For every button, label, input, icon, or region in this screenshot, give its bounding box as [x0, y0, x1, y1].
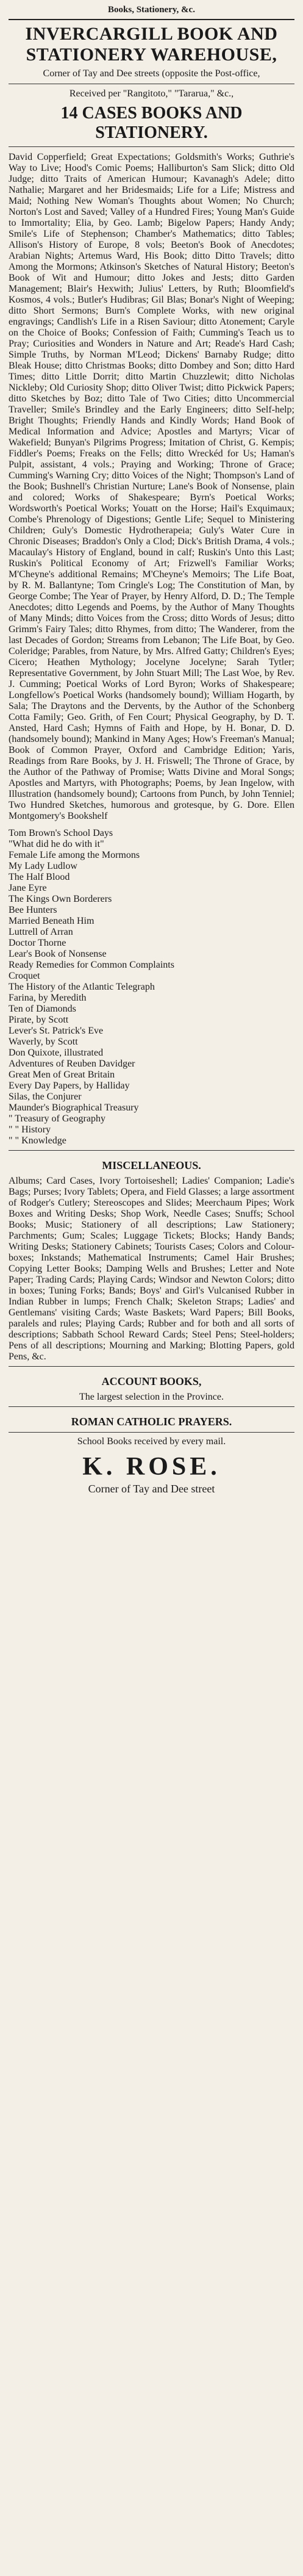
list-item: Bee Hunters — [9, 905, 57, 915]
proprietor-name: K. ROSE. — [82, 1453, 221, 1481]
divider — [9, 1406, 294, 1407]
list-item: Waverly, by Scott — [9, 1037, 78, 1047]
divider — [9, 1432, 294, 1433]
list-item: " Treasury of Geography — [9, 1114, 105, 1124]
divider — [9, 1366, 294, 1367]
list-item: Jane Eyre — [9, 883, 47, 893]
advertisement — [9, 0, 294, 1495]
list-item: The History of the Atlantic Telegraph — [9, 982, 155, 992]
list-item: Ten of Diamonds — [9, 1004, 76, 1014]
list-item: Farina, by Meredith — [9, 993, 87, 1003]
cases-banner: 14 CASES BOOKS AND STATIONERY. — [60, 104, 243, 142]
list-item: The Kings Own Borderers — [9, 894, 112, 904]
section-heading: Books, Stationery, &c. — [108, 5, 195, 15]
footer-address: Corner of Tay and Dee street — [88, 1483, 215, 1495]
list-item: Don Quixote, illustrated — [9, 1048, 104, 1058]
list-item: My Lady Ludlow — [9, 861, 77, 871]
list-item: Female Life among the Mormons — [9, 850, 140, 860]
divider — [9, 1150, 294, 1151]
account-books-title: ACCOUNT BOOKS, — [101, 1375, 202, 1387]
warehouse-title: INVERCARGILL BOOK AND STATIONERY WAREHOUSE, — [25, 24, 278, 65]
list-item: Croquet — [9, 971, 40, 981]
list-item: Luttrell of Arran — [9, 927, 73, 937]
divider — [9, 19, 294, 20]
misc-title: MISCELLANEOUS. — [102, 1159, 201, 1171]
list-item: Ready Remedies for Common Complaints — [9, 960, 174, 970]
book-list — [9, 828, 294, 1146]
list-item: Great Men of Great Britain — [9, 1070, 115, 1080]
list-item: Lear's Book of Nonsense — [9, 949, 107, 959]
list-item: Silas, the Conjurer — [9, 1092, 82, 1102]
account-books-sub: The largest selection in the Province. — [79, 1392, 224, 1402]
book-list-paragraph: David Copperfield; Great Expectations; Goldsmith's Works; Guthrie's Way to Live; Hood's Comic Poems; Halliburton's Sam Slick; ditto Old Judge; ditto Traits of American Humour; Kavanagh's Adele; ditto Nathalie; Margaret and her Bridesmaids; Life for a Life; Mistress and Maid; Nothing New Woman's Thoughts about Women; No Church; Norton's Lost and Saved; Valley of a Hundred Fires; Young Man's Guide to Immortality; Elia, by Geo. Lamb; Bigelow Papers; Handy Andy; Smile's Life of Stephenson; Chamber's Mathematics; ditto Tables; Allison's History of Europe, 8 vols; Beeton's Book of Anecdotes; Arabian Nights; Artemus Ward, His Book; ditto Ditto Travels; ditto Among the Mormons; Atkinson's Sketches of Natural History; Beeton's Book of Wit and Humour; ditto Jokes and Jests; ditto Garden Management; Blair's Hexwith; Julius' Letters, by Ruth; Bloomfield's Kosmos, 4 vols.; Butler's Hudibras; Gil Blas; Bonar's Night of Weeping; ditto Short Sermons; Burn's Complete Works, with new original engravings; Candlish's Life in a Risen Saviour; ditto Atonement; Caryle on the Choice of Books; Confession of Faith; Cumming's Teach us to Pray; Curiosities and Wonders in Nature and Art; Reade's Hard Cash; Simple Truths, by Norman M'Leod; Dickens' Barnaby Rudge; ditto Bleak House; ditto Christmas Books; ditto Dombey and Son; ditto Hard Times; ditto Little Dorrit; ditto Martin Chuzzlewit; ditto Nicholas Nickleby; Old Curiosity Shop; ditto Oliver Twist; ditto Pickwick Papers; ditto Sketches by Boz; ditto Tale of Two Cities; ditto Uncommercial Traveller; Smile's Brindley and the Early Engineers; ditto Self-help; Bright Thoughts; Friendly Hands and Kindly Words; Hand Book of Medical Information and Advice; Apostles and Martyrs; Vicar of Wakefield; Bunyan's Pilgrims Progress; Imitation of Christ, G. Kempis; Fiddler's Poems; Freaks on the Fells; ditto Wreckéd for Us; Haman's Pulpit, assistant, 4 vols.; Praying and Working; Throne of Grace; Cumming's Warning Cry; ditto Voices of the Night; Thompson's Land of the Book; Bushnell's Christian Nurture; Lane's Book of Nonsense, plain and colored; Works of Shakespeare; Byrn's Poetical Works; Wordsworth's Poetical Works; Youatt on the Horse; Hail's Exquimaux; Combe's Phrenology of Digestions; Gentle Life; Sequel to Ministering Children; Guly's Domestic Hydrotherapeia; Guly's Water Cure in Chronic Diseases; Braddon's Only a Clod; Dick's British Drama, 4 vols.; Macaulay's History of England, bound in calf; Ruskin's Unto this Last; Ruskin's Political Economy of Art; Frizwell's Familiar Works; M'Cheyne's additional Remains; M'Cheyne's Memoirs; The Life Boat, by R. M. Ballantyne; Tom Cringle's Log; The Constitution of Man, by George Combe; The Year of Prayer, by Henry Alford, D. D.; The Temple Anecdotes; ditto Legends and Poems, by the Author of Many Thoughts of Many Minds; ditto Voices from the Cross; ditto Words of Jesus; ditto Grimm's Fairy Tales; ditto Rhymes, from ditto; The Wanderer, from the last Decades of Gordon; Streams from Lebanon; The Life Boat, by Geo. Coleridge; Parables, from Nature, by Mrs. Alfred Gatty; Children's Eyes; Cicero; Heathen Mythology; Jocelyne Jocelyne; Sarah Tytler; Representative Government, by John Stuart Mill; The Last Woe, by Rev. J. Cumming; Poetical Works of Lord Byron; Works of Shakespeare; Longfellow's Poetical Works (handsomely bound); William Hogarth, by Sala; The Draytons and the Dervents, by the Author of the Schonberg Cotta Family; Geo. Grith, of Fen Court; Physical Geography, by D. T. Ansted, Hard Cash; Hymns of Faith and Hope, by H. Bonar, D. D. (handsomely bound); Mankind in Many Ages; How's Freeman's Manual; Book of Common Prayer, Oxford and Cambridge Edition; Yaris, Readings from Rare Books, by J. H. Friswell; The Throne of Grace, by the Author of the Pathway of Promise; Watts Divine and Moral Songs; Apostles and Martyrs, with Photographs; Poems, by Jean Ingelow, with Illustration (handsomely bound); Cartoons from Punch, by John Tenniel; Two Hundred Sketches, humorous and grotesque, by G. Dore. Ellen Montgomery's Bookshelf — [9, 152, 294, 821]
list-item: Pirate, by Scott — [9, 1015, 69, 1025]
list-item: " " History — [9, 1124, 51, 1135]
list-item: "What did he do with it" — [9, 839, 104, 849]
received-line: Received per "Rangitoto," "Tararua," &c., — [69, 88, 234, 99]
divider — [9, 146, 294, 147]
list-item: Doctor Thorne — [9, 938, 66, 948]
catholic-prayers: ROMAN CATHOLIC PRAYERS. — [71, 1416, 232, 1428]
school-books-line: School Books received by every mail. — [77, 1436, 226, 1447]
list-item: The Half Blood — [9, 872, 70, 882]
warehouse-address: Corner of Tay and Dee streets (opposite the Post-office, — [43, 68, 260, 79]
list-item: Adventures of Reuben Davidger — [9, 1059, 135, 1069]
list-item: Married Beneath Him — [9, 916, 94, 926]
list-item: Lever's St. Patrick's Eve — [9, 1026, 104, 1036]
list-item: Maunder's Biographical Treasury — [9, 1103, 139, 1113]
misc-paragraph: Albums; Card Cases, Ivory Tortoiseshell; Ladies' Companion; Ladie's Bags; Purses; Ivory Tablets; Opera, and Field Glasses; a large assortment of Rodger's Cutlery; Stereoscopes and Slides; Meerchaum Pipes; Work Boxes and Writing Desks; Shop Work, Needle Cases; Snuffs; School Books; Music; Stationery of all descriptions; Law Stationery; Parchments; Gum; Scales; Luggage Tickets; Blocks; Handy Bands; Writing Desks; Stationery Cabinets; Tourists Cases; Colors and Colour-boxes; Inkstands; Mathematical Instruments; Camel Hair Brushes; Copying Letter Books; Damping Wells and Brushes; Letter and Note Paper; Trading Cards; Playing Cards; Windsor and Newton Colors; ditto in boxes; Tuning Forks; Bands; Boys' and Girl's Vulcanised Rubber in Indian Rubber in lumps; French Chalk; Skeleton Straps; Ladies' and Gentlemans' visiting Cards; Waste Baskets; Ward Papers; Bill Books, paralels and rules; Playing Cards; Rubber and for both and all sorts of descriptions; Sabbath School Reward Cards; Steel Pens; Steel-holders; Pens of all descriptions; Mourning and Marking; Blotting Papers, gold Pens, &c. — [9, 1176, 294, 1362]
list-item: " " Knowledge — [9, 1135, 66, 1146]
list-item: Every Day Papers, by Halliday — [9, 1081, 130, 1091]
list-item: Tom Brown's School Days — [9, 828, 113, 838]
